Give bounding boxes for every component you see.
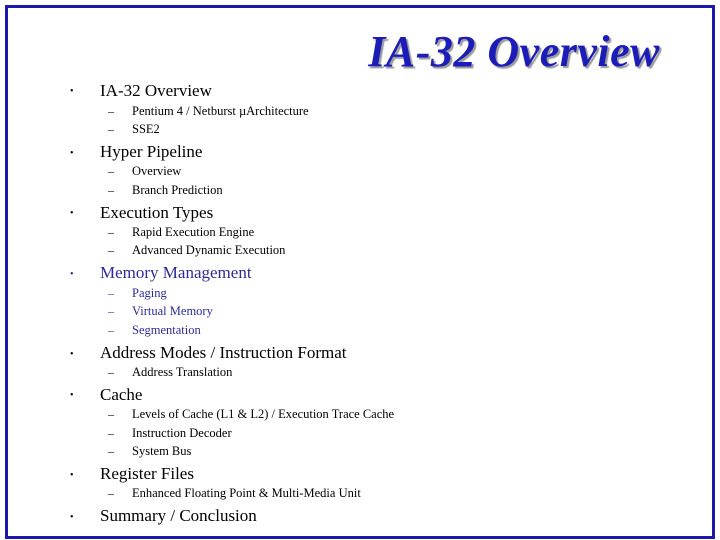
bullet: •	[70, 349, 74, 360]
bullet: •	[70, 470, 74, 481]
sub-item: Virtual Memory	[132, 304, 213, 318]
dash: –	[108, 426, 114, 440]
sub-item: Address Translation	[132, 365, 233, 379]
section-heading: Cache	[100, 385, 143, 404]
dash: –	[108, 243, 114, 257]
sub-item: Enhanced Floating Point & Multi-Media Unit	[132, 486, 361, 500]
bullet: •	[70, 512, 74, 523]
dash: –	[108, 104, 114, 118]
sub-item: Instruction Decoder	[132, 426, 232, 440]
bullet: •	[70, 208, 74, 219]
sub-item: Pentium 4 / Netburst µArchitecture	[132, 104, 309, 118]
sub-item: Segmentation	[132, 323, 201, 337]
sub-item: System Bus	[132, 444, 192, 458]
section-heading: IA-32 Overview	[100, 81, 212, 100]
dash: –	[108, 286, 114, 300]
section-heading: Address Modes / Instruction Format	[100, 343, 347, 362]
dash: –	[108, 486, 114, 500]
dash: –	[108, 164, 114, 178]
section-heading: Register Files	[100, 464, 194, 483]
sub-item: SSE2	[132, 122, 160, 136]
bullet: •	[70, 148, 74, 159]
dash: –	[108, 407, 114, 421]
dash: –	[108, 183, 114, 197]
section-heading: Hyper Pipeline	[100, 142, 203, 161]
bullet: •	[70, 86, 74, 97]
sub-item: Overview	[132, 164, 182, 178]
section-heading: Memory Management	[100, 263, 252, 282]
section-heading: Summary / Conclusion	[100, 506, 257, 525]
dash: –	[108, 444, 114, 458]
dash: –	[108, 323, 114, 337]
bullet: •	[70, 390, 74, 401]
dash: –	[108, 122, 114, 136]
dash: –	[108, 304, 114, 318]
sub-item: Paging	[132, 286, 167, 300]
sub-item: Rapid Execution Engine	[132, 225, 255, 239]
sub-item: Advanced Dynamic Execution	[132, 243, 286, 257]
dash: –	[108, 225, 114, 239]
dash: –	[108, 365, 114, 379]
slide-title: IA-32 Overview	[368, 27, 660, 76]
sub-item: Branch Prediction	[132, 183, 223, 197]
section-heading: Execution Types	[100, 203, 214, 222]
bullet: •	[70, 269, 74, 280]
sub-item: Levels of Cache (L1 & L2) / Execution Trace Cache	[132, 407, 395, 421]
